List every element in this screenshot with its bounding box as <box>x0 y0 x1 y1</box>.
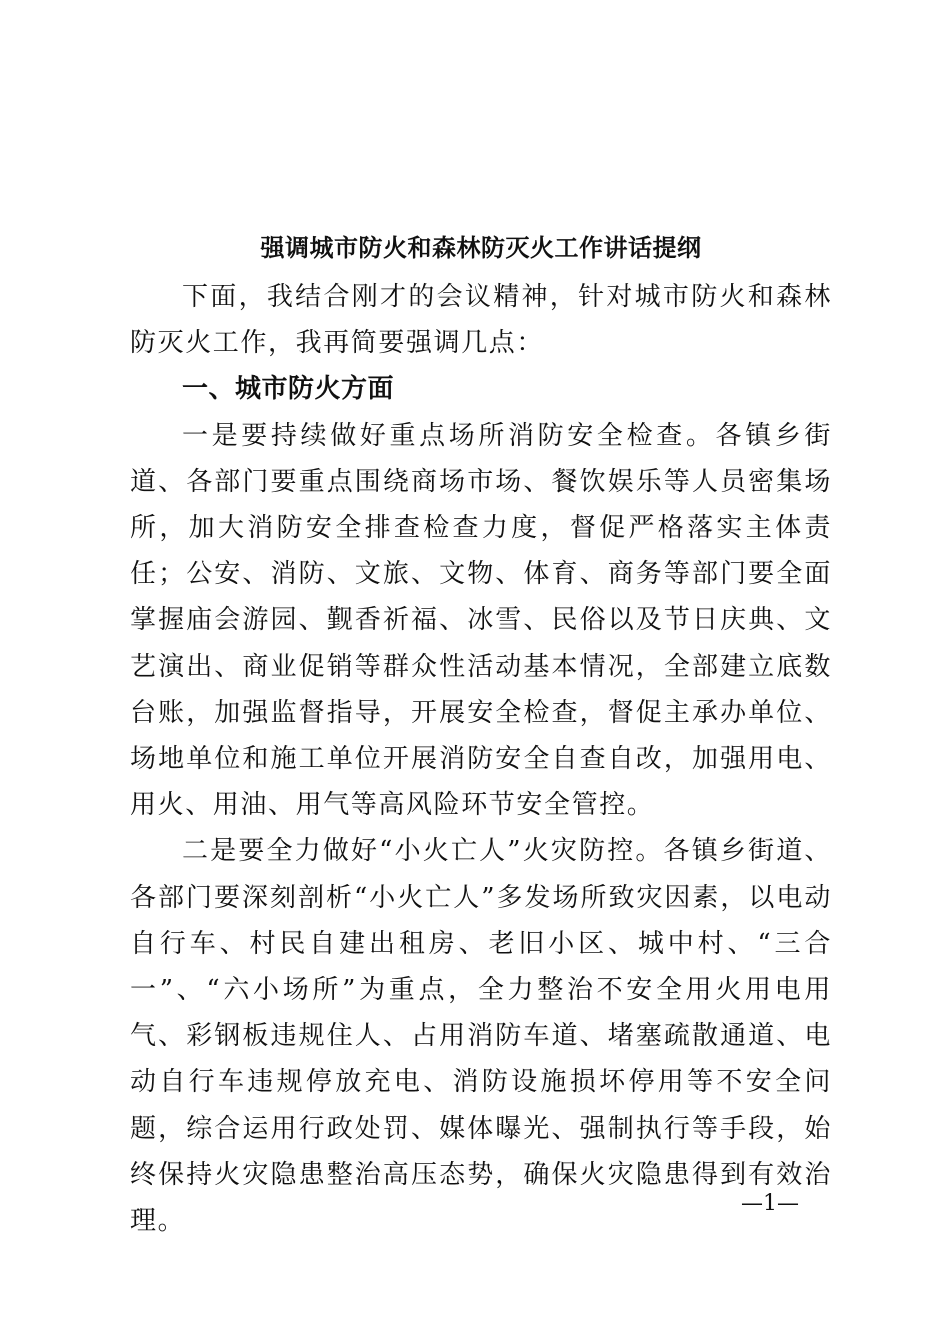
document-title: 强调城市防火和森林防灭火工作讲话提纲 <box>260 234 702 262</box>
intro-paragraph: 下面，我结合刚才的会议精神，针对城市防火和森林防灭火工作，我再简要强调几点： <box>130 282 832 359</box>
section-heading-city-fire: 一、城市防火方面 <box>182 374 395 405</box>
paragraph-inspection: 一是要持续做好重点场所消防安全检查。各镇乡街道、各部门要重点围绕商场市场、餐饮娱乐等人员密集场所，加大消防安全排查检查力度，督促严格落实主体责任；公安、消防、文旅、文物、体育、商务等部门要全面掌握庙会游园、觐香祈福、冰雪、民俗以及节日庆典、文艺演出、商业促销等群众性活动基本情况，全部建立底数台账，加强监督指导，开展安全检查，督促主承办单位、场地单位和施工单位开展消防安全自查自改，加强用电、用火、用油、用气等高风险环节安全管控。 <box>130 420 832 821</box>
page-number: —1— <box>741 1191 799 1216</box>
paragraph-fire-prevention: 二是要全力做好“小火亡人”火灾防控。各镇乡街道、各部门要深刻剖析“小火亡人”多发场所致灾因素，以电动自行车、村民自建出租房、老旧小区、城中村、“三合一”、“六小场所”为重点，全力整治不安全用火用电用气、彩钢板违规住人、占用消防车道、堵塞疏散通道、电动自行车违规停放充电、消防设施损坏停用等不安全问题，综合运用行政处罚、媒体曝光、强制执行等手段，始终保持火灾隐患整治高压态势，确保火灾隐患得到有效治理。 <box>130 836 832 1237</box>
document-body <box>130 222 832 1244</box>
